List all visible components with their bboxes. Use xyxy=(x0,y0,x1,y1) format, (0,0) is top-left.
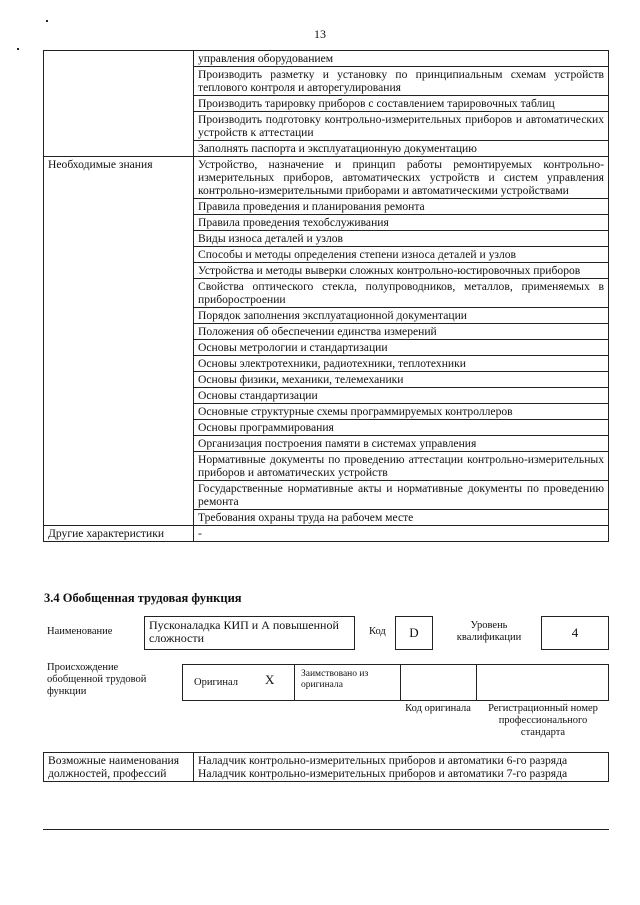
professions-label: Возможные наименования должностей, профессий xyxy=(44,753,194,782)
requirement-item: Основы электротехники, радиотехники, теплотехники xyxy=(194,356,609,372)
borrowed-cell xyxy=(295,665,401,700)
code-label: Код xyxy=(369,626,386,637)
code-original-cell xyxy=(401,665,477,700)
page-number: 13 xyxy=(314,27,326,41)
requirement-item: Требования охраны труда на рабочем месте xyxy=(194,510,609,526)
row-header: Другие характеристики xyxy=(44,526,194,542)
requirements-table xyxy=(43,50,609,542)
requirement-item: управления оборудованием xyxy=(194,51,609,67)
level-value: 4 xyxy=(541,616,609,650)
row-header-empty xyxy=(44,51,194,157)
requirement-item: Виды износа деталей и узлов xyxy=(194,231,609,247)
requirement-item: Основы метрологии и стандартизации xyxy=(194,340,609,356)
requirement-item: Производить разметку и установку по принципиальным схемам устройств теплового контроля и авторегулирования xyxy=(194,67,609,96)
requirement-item: Производить подготовку контрольно-измерительных приборов и автоматических устройств к аттестации xyxy=(194,112,609,141)
requirement-item: Правила проведения техобслуживания xyxy=(194,215,609,231)
requirement-item: Основные структурные схемы программируемых контроллеров xyxy=(194,404,609,420)
requirement-item: Правила проведения и планирования ремонта xyxy=(194,199,609,215)
table-row xyxy=(44,51,609,67)
requirement-item: Способы и методы определения степени износа деталей и узлов xyxy=(194,247,609,263)
requirement-item: Основы стандартизации xyxy=(194,388,609,404)
requirement-item: Государственные нормативные акты и нормативные документы по проведению ремонта xyxy=(194,481,609,510)
requirement-item: Основы физики, механики, телемеханики xyxy=(194,372,609,388)
borrowed-label: Заимствовано из оригинала xyxy=(301,669,369,690)
requirement-item: Нормативные документы по проведению аттестации контрольно-измерительных приборов и автоматических устройств xyxy=(194,452,609,481)
scan-mark xyxy=(46,20,48,22)
requirement-item: Основы программирования xyxy=(194,420,609,436)
code-original-label: Код оригинала xyxy=(405,703,471,714)
name-label: Наименование xyxy=(47,626,113,637)
row-header: Необходимые знания xyxy=(44,157,194,526)
requirement-item: Заполнять паспорта и эксплуатационную документацию xyxy=(194,141,609,157)
requirement-item: Порядок заполнения эксплуатационной документации xyxy=(194,308,609,324)
origin-label: Происхождение обобщенной трудовой функции xyxy=(47,662,147,697)
name-value: Пусконаладка КИП и А повышенной сложности xyxy=(144,616,355,650)
requirement-item: Устройства и методы выверки сложных контрольно-юстировочных приборов xyxy=(194,263,609,279)
other-value: - xyxy=(194,526,609,542)
professions-row xyxy=(44,753,609,782)
original-label: Оригинал xyxy=(194,677,238,688)
code-value: D xyxy=(395,616,433,650)
origin-table xyxy=(182,664,609,701)
requirement-item: Организация построения памяти в системах управления xyxy=(194,436,609,452)
profession-item: Наладчик контрольно-измерительных приборов и автоматики 7-го разряда xyxy=(198,767,568,780)
professions-table xyxy=(43,752,609,782)
requirement-item: Производить тарировку приборов с составлением тарировочных таблиц xyxy=(194,96,609,112)
reg-number-label: Регистрационный номер профессионального стандарта xyxy=(488,703,598,738)
bottom-rule xyxy=(43,829,609,830)
section-title: 3.4 Обобщенная трудовая функция xyxy=(44,591,242,605)
requirement-item: Положения об обеспечении единства измерений xyxy=(194,324,609,340)
scan-mark xyxy=(17,48,19,50)
table-row xyxy=(44,157,609,199)
level-label: Уровень квалификации xyxy=(456,620,522,643)
original-mark: X xyxy=(265,672,275,687)
requirement-item: Свойства оптического стекла, полупроводников, металлов, применяемых в приборостроении xyxy=(194,279,609,308)
requirement-item: Устройство, назначение и принцип работы ремонтируемых контрольно-измерительных приборов, автоматических устройств и систем управления контрольно-измерительными приборами и автоматическими устройствами xyxy=(194,157,609,199)
table-row xyxy=(44,526,609,542)
reg-number-cell xyxy=(477,665,608,700)
professions-cell xyxy=(194,753,609,782)
profession-item: Наладчик контрольно-измерительных приборов и автоматики 6-го разряда xyxy=(198,754,568,767)
original-cell xyxy=(183,665,295,700)
